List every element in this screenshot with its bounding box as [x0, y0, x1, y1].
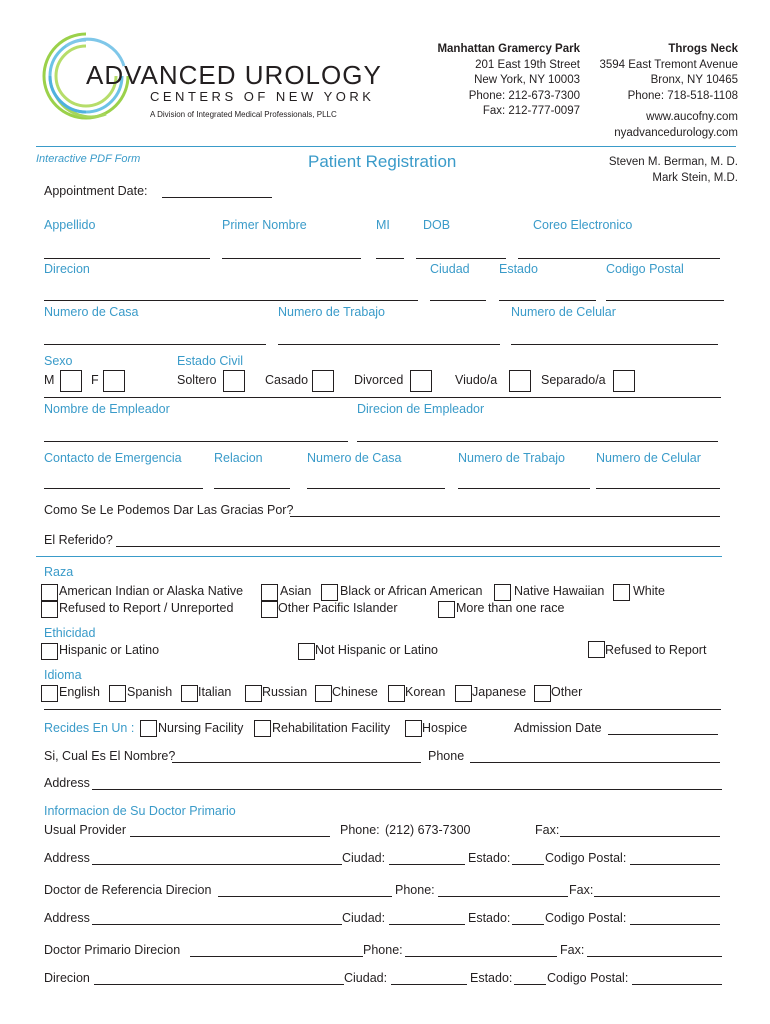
office-throgs-street: 3594 East Tremont Avenue	[599, 58, 738, 71]
referencia-codigo-label: Codigo Postal:	[545, 911, 627, 925]
gracias-field[interactable]	[290, 516, 720, 517]
numero-trabajo-field[interactable]	[278, 344, 500, 345]
idioma-divider	[44, 709, 721, 710]
provider-ciudad-field[interactable]	[389, 864, 465, 865]
divorced-label: Divorced	[354, 373, 404, 387]
page-title: Patient Registration	[308, 152, 457, 171]
referencia-field[interactable]	[218, 896, 392, 897]
recides-label: Recides En Un :	[44, 721, 135, 735]
referido-label: El Referido?	[44, 533, 113, 547]
casado-label: Casado	[265, 373, 309, 387]
contacto-emergencia-field[interactable]	[44, 488, 203, 489]
raza-hawaiian-label: Native Hawaiian	[514, 584, 605, 598]
not-hispanic-label: Not Hispanic or Latino	[315, 643, 438, 657]
ciudad-field[interactable]	[430, 300, 486, 301]
korean-label: Korean	[405, 685, 446, 699]
direcion-empleador-label: Direcion de Empleador	[357, 402, 485, 416]
referencia-codigo-field[interactable]	[630, 924, 720, 925]
correo-field[interactable]	[518, 258, 720, 259]
etnicidad-refused-checkbox[interactable]	[588, 641, 605, 658]
soltero-label: Soltero	[177, 373, 217, 387]
provider-estado-field[interactable]	[512, 864, 544, 865]
raza-asian-label: Asian	[280, 584, 312, 598]
referencia-fax-field[interactable]	[594, 896, 720, 897]
provider-fax-field[interactable]	[560, 836, 720, 837]
raza-pacific-checkbox[interactable]	[261, 601, 278, 618]
emergencia-trabajo-field[interactable]	[458, 488, 590, 489]
primario-ciudad-field[interactable]	[391, 984, 467, 985]
office-manhattan	[437, 42, 580, 120]
empleador-label: Nombre de Empleador	[44, 402, 170, 416]
japanese-label: Japanese	[472, 685, 527, 699]
emergencia-casa-field[interactable]	[307, 488, 445, 489]
provider-address-label: Address	[44, 851, 90, 865]
estado-label: Estado	[499, 262, 538, 276]
sexo-label: Sexo	[44, 354, 73, 368]
raza-american-indian-checkbox[interactable]	[41, 584, 58, 601]
raza-refused-checkbox[interactable]	[41, 601, 58, 618]
hospice-checkbox[interactable]	[405, 720, 422, 737]
direcion-empleador-field[interactable]	[357, 441, 718, 442]
other-language-label: Other	[551, 685, 583, 699]
raza-label: Raza	[44, 565, 74, 579]
hospice-label: Hospice	[422, 721, 468, 735]
primario-fax-label: Fax:	[560, 943, 585, 957]
doctor-name-1: Steven M. Berman, M. D.	[608, 156, 738, 168]
office-throgs-neck	[599, 42, 738, 141]
doctor-section-label: Informacion de Su Doctor Primario	[44, 804, 236, 818]
provider-codigo-label: Codigo Postal:	[545, 851, 627, 865]
numero-casa-label: Numero de Casa	[44, 305, 139, 319]
office-manhattan-phone: Phone: 212-673-7300	[468, 89, 580, 102]
direcion-field[interactable]	[44, 300, 418, 301]
usual-provider-field[interactable]	[130, 836, 330, 837]
referencia-estado-label: Estado:	[468, 911, 511, 925]
italian-label: Italian	[198, 685, 232, 699]
viudo-checkbox[interactable]	[509, 370, 531, 392]
facility-name-label: Si, Cual Es El Nombre?	[44, 749, 176, 763]
referencia-phone-field[interactable]	[438, 896, 568, 897]
viudo-label: Viudo/a	[455, 373, 498, 387]
office-throgs-phone: Phone: 718-518-1108	[627, 89, 738, 102]
numero-celular-field[interactable]	[511, 344, 718, 345]
office-manhattan-fax: Fax: 212-777-0097	[482, 105, 580, 117]
primario-codigo-field[interactable]	[632, 984, 722, 985]
provider-estado-label: Estado:	[468, 851, 511, 865]
provider-codigo-field[interactable]	[630, 864, 720, 865]
website-2: nyadvancedurology.com	[614, 126, 738, 139]
office-manhattan-street: 201 East 19th Street	[475, 58, 580, 71]
emergencia-celular-field[interactable]	[596, 488, 720, 489]
sexo-f-label: F	[91, 373, 99, 387]
referencia-address-field[interactable]	[92, 924, 342, 925]
website-1: www.aucofny.com	[646, 111, 738, 123]
korean-checkbox[interactable]	[388, 685, 405, 702]
header-divider	[36, 146, 736, 147]
doctors-list	[609, 155, 738, 186]
referido-field[interactable]	[116, 546, 720, 547]
direcion-label: Direcion	[44, 262, 90, 276]
facility-address-label: Address	[44, 776, 90, 790]
primario-fax-field[interactable]	[587, 956, 722, 957]
referencia-fax-label: Fax:	[569, 883, 594, 897]
chinese-label: Chinese	[332, 685, 378, 699]
referencia-address-label: Address	[44, 911, 90, 925]
correo-label: Coreo Electronico	[533, 218, 633, 232]
raza-white-checkbox[interactable]	[613, 584, 630, 601]
hispanic-label: Hispanic or Latino	[59, 643, 160, 657]
raza-divider	[36, 556, 722, 557]
relacion-field[interactable]	[214, 488, 290, 489]
english-checkbox[interactable]	[41, 685, 58, 702]
primario-direcion-label: Direcion	[44, 971, 90, 985]
dob-field[interactable]	[416, 258, 506, 259]
office-manhattan-city: New York, NY 10003	[474, 74, 580, 86]
rehabilitation-checkbox[interactable]	[254, 720, 271, 737]
numero-casa-field[interactable]	[44, 344, 266, 345]
numero-celular-label: Numero de Celular	[511, 305, 616, 319]
primer-nombre-label: Primer Nombre	[222, 218, 307, 232]
separado-checkbox[interactable]	[613, 370, 635, 392]
primario-field[interactable]	[190, 956, 363, 957]
apellido-label: Appellido	[44, 218, 96, 232]
raza-black-label: Black or African American	[340, 584, 483, 598]
office-manhattan-name: Manhattan Gramercy Park	[437, 43, 580, 55]
primario-estado-field[interactable]	[514, 984, 546, 985]
raza-hawaiian-checkbox[interactable]	[494, 584, 511, 601]
hispanic-checkbox[interactable]	[41, 643, 58, 660]
raza-refused-label: Refused to Report / Unreported	[59, 601, 234, 615]
estado-civil-label: Estado Civil	[177, 354, 243, 368]
referencia-ciudad-label: Ciudad:	[342, 911, 386, 925]
primer-nombre-field[interactable]	[222, 258, 361, 259]
appointment-date-field[interactable]	[162, 197, 272, 198]
primario-estado-label: Estado:	[470, 971, 513, 985]
emergencia-celular-label: Numero de Celular	[596, 451, 701, 465]
etnicidad-label: Ethicidad	[44, 626, 96, 640]
idioma-label: Idioma	[44, 668, 82, 682]
office-throgs-city: Bronx, NY 10465	[650, 74, 738, 86]
office-throgs-name: Throgs Neck	[668, 43, 738, 55]
primario-phone-label: Phone:	[363, 943, 403, 957]
etnicidad-refused-label: Refused to Report	[605, 643, 707, 657]
russian-checkbox[interactable]	[245, 685, 262, 702]
provider-ciudad-label: Ciudad:	[342, 851, 386, 865]
ciudad-label: Ciudad	[430, 262, 470, 276]
japanese-checkbox[interactable]	[455, 685, 472, 702]
english-label: English	[59, 685, 100, 699]
contacto-emergencia-label: Contacto de Emergencia	[44, 451, 182, 465]
rehabilitation-label: Rehabilitation Facility	[272, 721, 391, 735]
nursing-facility-label: Nursing Facility	[158, 721, 244, 735]
other-language-checkbox[interactable]	[534, 685, 551, 702]
logo-division: A Division of Integrated Medical Professionals, PLLC	[150, 110, 337, 119]
raza-more-than-one-checkbox[interactable]	[438, 601, 455, 618]
referencia-label: Doctor de Referencia Direcion	[44, 883, 212, 897]
raza-asian-checkbox[interactable]	[261, 584, 278, 601]
provider-fax-label: Fax:	[535, 823, 560, 837]
referencia-ciudad-field[interactable]	[389, 924, 465, 925]
referencia-estado-field[interactable]	[512, 924, 544, 925]
raza-pacific-label: Other Pacific Islander	[278, 601, 398, 615]
provider-phone-value[interactable]: (212) 673-7300	[385, 823, 471, 837]
soltero-checkbox[interactable]	[223, 370, 245, 392]
sexo-m-checkbox[interactable]	[60, 370, 82, 392]
raza-more-than-one-label: More than one race	[456, 601, 565, 615]
appointment-date-label: Appointment Date:	[44, 184, 148, 198]
admission-date-label: Admission Date	[514, 721, 602, 735]
civil-divider	[44, 397, 721, 398]
primario-phone-field[interactable]	[405, 956, 557, 957]
facility-name-field[interactable]	[172, 762, 421, 763]
provider-phone-label: Phone:	[340, 823, 380, 837]
numero-trabajo-label: Numero de Trabajo	[278, 305, 386, 319]
raza-black-checkbox[interactable]	[321, 584, 338, 601]
mi-field[interactable]	[376, 258, 404, 259]
spanish-label: Spanish	[127, 685, 173, 699]
referencia-phone-label: Phone:	[395, 883, 435, 897]
dob-label: DOB	[423, 218, 451, 232]
chinese-checkbox[interactable]	[315, 685, 332, 702]
doctor-name-2: Mark Stein, M.D.	[652, 171, 738, 184]
primario-label: Doctor Primario Direcion	[44, 943, 181, 957]
codigo-postal-label: Codigo Postal	[606, 262, 684, 276]
sexo-m-label: M	[44, 373, 55, 387]
interactive-pdf-label: Interactive PDF Form	[36, 153, 141, 165]
spanish-checkbox[interactable]	[109, 685, 126, 702]
primario-codigo-label: Codigo Postal:	[547, 971, 629, 985]
usual-provider-label: Usual Provider	[44, 823, 126, 837]
mi-label: MI	[376, 218, 390, 232]
primario-ciudad-label: Ciudad:	[344, 971, 388, 985]
raza-american-indian-label: American Indian or Alaska Native	[59, 584, 244, 598]
logo-subtitle: CENTERS OF NEW YORK	[150, 89, 375, 104]
divorced-checkbox[interactable]	[410, 370, 432, 392]
facility-phone-field[interactable]	[470, 762, 720, 763]
russian-label: Russian	[262, 685, 308, 699]
facility-address-field[interactable]	[92, 789, 722, 790]
provider-address-field[interactable]	[92, 864, 342, 865]
separado-label: Separado/a	[541, 373, 606, 387]
apellido-field[interactable]	[44, 258, 210, 259]
facility-phone-label: Phone	[428, 749, 465, 763]
codigo-postal-field[interactable]	[606, 300, 724, 301]
logo-title: ADVANCED UROLOGY	[86, 60, 382, 90]
not-hispanic-checkbox[interactable]	[298, 643, 315, 660]
sexo-f-checkbox[interactable]	[103, 370, 125, 392]
italian-checkbox[interactable]	[181, 685, 198, 702]
primario-direcion-field[interactable]	[94, 984, 344, 985]
gracias-label: Como Se Le Podemos Dar Las Gracias Por?	[44, 503, 294, 517]
admission-date-field[interactable]	[608, 734, 718, 735]
estado-field[interactable]	[499, 300, 596, 301]
raza-white-label: White	[633, 584, 665, 598]
nursing-facility-checkbox[interactable]	[140, 720, 157, 737]
empleador-field[interactable]	[44, 441, 348, 442]
casado-checkbox[interactable]	[312, 370, 334, 392]
relacion-label: Relacion	[214, 451, 263, 465]
emergencia-trabajo-label: Numero de Trabajo	[458, 451, 566, 465]
emergencia-casa-label: Numero de Casa	[307, 451, 402, 465]
